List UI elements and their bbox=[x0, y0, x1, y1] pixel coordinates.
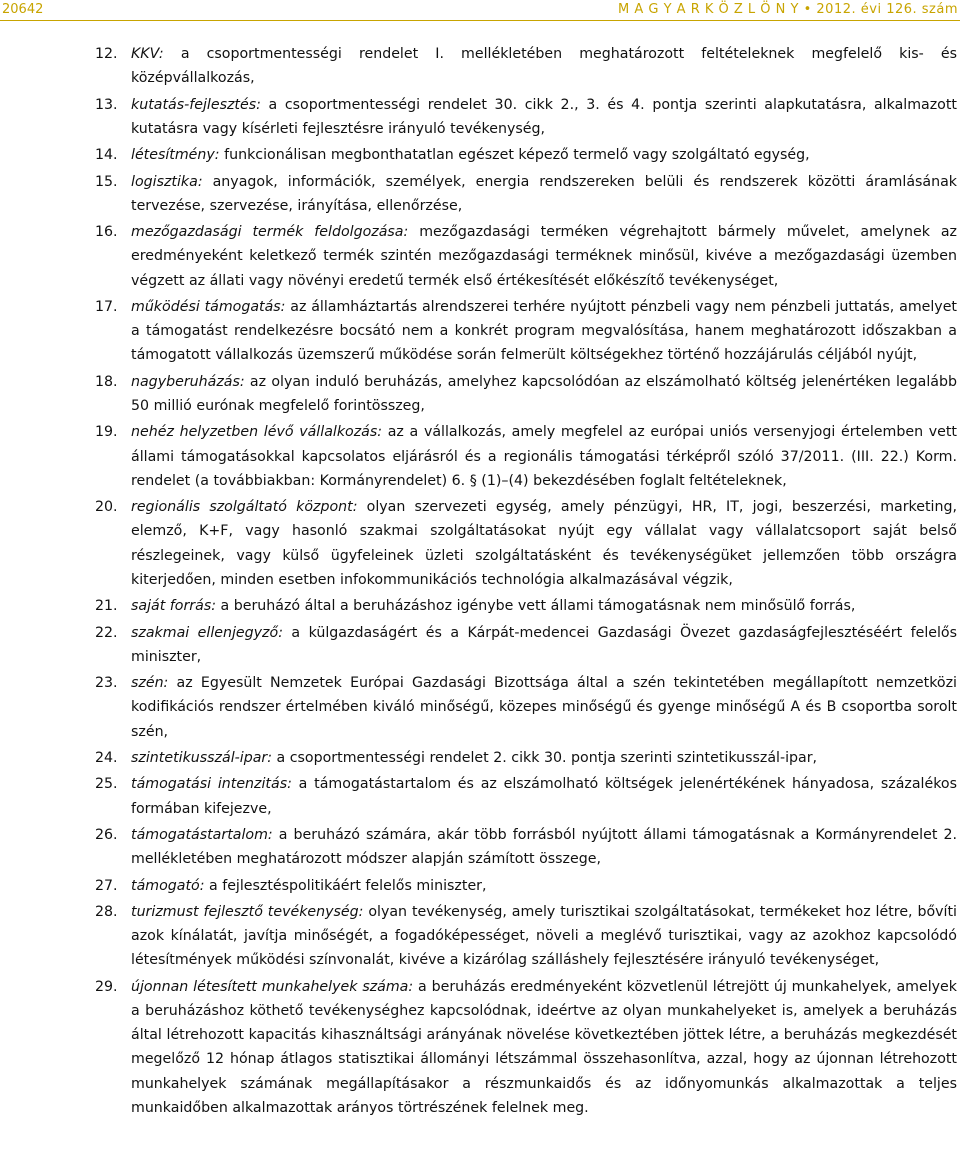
defined-term: kutatás-fejlesztés: bbox=[131, 96, 261, 113]
definition-text: az a vállalkozás, amely megfelel az európai uniós versenyjogi értelemben vett állami támogatásokkal kapcsolatos eljárásról és a regionális támogatási térképről szóló 37/2011. (III. 22.) Korm. rendelet (a továbbiakban: Kormányrendelet) 6. § (1)–(4) bekezdésében foglalt feltételeknek, bbox=[131, 424, 957, 489]
publication-title: M A G Y A R K Ö Z L Ö N Y • 2012. évi 126. szám bbox=[618, 2, 958, 17]
item-number: 12. bbox=[95, 46, 118, 62]
defined-term: támogatástartalom: bbox=[131, 826, 273, 843]
definition-item-23 bbox=[95, 671, 957, 744]
item-number: 14. bbox=[95, 147, 118, 164]
definition-item-29 bbox=[95, 975, 957, 1120]
definition-item-14 bbox=[95, 143, 957, 167]
definition-item-17 bbox=[95, 295, 957, 368]
definition-text: a támogatástartalom és az elszámolható költségek jelenértékének hányadosa, százalékos formában kifejezve, bbox=[131, 776, 958, 817]
defined-term: szakmai ellenjegyző: bbox=[131, 624, 283, 641]
defined-term: szén: bbox=[131, 675, 169, 692]
definition-text: a beruházó számára, akár több forrásból nyújtott állami támogatásnak a Kormányrendelet 2. mellékletében meghatározott módszer alapján számított összege, bbox=[131, 826, 957, 868]
definition-text: anyagok, információk, személyek, energia rendszereken belüli és rendszerek közötti áramlásának tervezése, szervezése, irányítása, ellenőrzése, bbox=[131, 173, 957, 214]
page-header bbox=[0, 0, 960, 22]
item-number: 23. bbox=[95, 675, 118, 692]
defined-term: regionális szolgáltató központ: bbox=[131, 499, 358, 516]
defined-term: működési támogatás: bbox=[131, 298, 286, 315]
item-number: 16. bbox=[95, 224, 118, 241]
defined-term: logisztika: bbox=[131, 173, 203, 190]
definition-text: a csoportmentességi rendelet 30. cikk 2., 3. és 4. pontja szerinti alapkutatásra, alkalmazott kutatásra vagy kísérleti fejlesztésre irányuló tevékenység, bbox=[131, 96, 957, 137]
definition-item-22 bbox=[95, 621, 957, 669]
definition-text: a beruházó által a beruházáshoz igénybe vett állami támogatásnak nem minősülő forrás, bbox=[216, 598, 856, 615]
definition-text: a beruházás eredményeként közvetlenül létrejött új munkahelyek, amelyek a beruházáshoz köthető tevékenységhez kapcsolódnak, ideértve az olyan munkahelyeket is, amelyek a beruházás által létrehozott kapacitás kihasználtsági arányának növelése következtében jöttek létre, a beruházás megkezdését megelőző 12 hónap átlagos statisztikai állományi létszámmal összehasonlítva, azzal, hogy az újonnan létrehozott munkahelyek számának megállapításakor a részmunkaidős és az időnyomunkás alkalmazottak a teljes munkaidőben alkalmazottak arányos törtrészének felelnek meg. bbox=[131, 978, 957, 1116]
item-number: 27. bbox=[95, 877, 118, 894]
defined-term: nagyberuházás: bbox=[131, 373, 245, 390]
defined-term: mezőgazdasági termék feldolgozása: bbox=[131, 224, 409, 241]
definition-item-13 bbox=[95, 93, 957, 141]
header-divider bbox=[0, 20, 960, 21]
item-number: 26. bbox=[95, 826, 118, 843]
definition-item-24 bbox=[95, 746, 957, 770]
item-number: 13. bbox=[95, 96, 118, 113]
defined-term: nehéz helyzetben lévő vállalkozás: bbox=[131, 424, 383, 441]
page-number: 20642 bbox=[2, 2, 44, 17]
item-number: 25. bbox=[95, 776, 118, 793]
definition-item-27 bbox=[95, 874, 957, 898]
definition-text: az államháztartás alrendszerei terhére nyújtott pénzbeli vagy nem pénzbeli juttatás, amelyet a támogatást rendelkezésre bocsátó nem a konkrét program megvalósítása, hanem meghatározott időszakban a támogatott vállalkozás üzemszerű működése során felmerült költségekhez történő hozzájárulás céljából nyújt, bbox=[131, 298, 957, 364]
item-number: 18. bbox=[95, 373, 118, 390]
defined-term: szintetikusszál-ipar: bbox=[131, 749, 273, 766]
item-number: 17. bbox=[95, 298, 118, 315]
defined-term: támogató: bbox=[131, 877, 205, 894]
definition-item-19 bbox=[95, 420, 957, 493]
definition-item-18 bbox=[95, 370, 957, 418]
definition-item-21 bbox=[95, 594, 957, 618]
definition-text: a külgazdaságért és a Kárpát-medencei Gazdasági Övezet gazdaságfejlesztéséért felelős miniszter, bbox=[131, 624, 957, 665]
definition-text: olyan szervezeti egység, amely pénzügyi, HR, IT, jogi, beszerzési, marketing, elemző, K+F, vagy hasonló szakmai szolgáltatásokat nyújt egy vállalat vagy vállalatcsoport saját belső részlegeinek, vagy külső ügyfeleinek üzleti szolgáltatásként és tevékenységüket jellemzően több országra kiterjedően, minden esetben infokommunikációs technológia alkalmazásával végzik, bbox=[131, 499, 957, 588]
item-number: 20. bbox=[95, 499, 118, 516]
definition-text: az Egyesült Nemzetek Európai Gazdasági Bizottsága által a szén tekintetében megállapított nemzetközi kodifikációs rendszer értelmében kiváló minőségű, közepes minőségű és gyenge minőségű A és B csoportba sorolt szén, bbox=[131, 675, 957, 740]
defined-term: támogatási intenzitás: bbox=[131, 776, 292, 793]
definition-item-26 bbox=[95, 823, 957, 871]
defined-term: létesítmény: bbox=[131, 147, 220, 164]
definition-text: a fejlesztéspolitikáért felelős miniszter, bbox=[204, 877, 487, 894]
definition-text: a csoportmentességi rendelet I. mellékletében meghatározott feltételeknek megfelelő kis- és középvállalkozás, bbox=[131, 46, 957, 87]
item-number: 28. bbox=[95, 903, 118, 920]
definition-text: mezőgazdasági terméken végrehajtott bármely művelet, amelynek az eredményeként keletkező termék szintén mezőgazdasági terméknek minősül, kivéve a mezőgazdasági üzemben végzett az állati vagy növényi eredetű termék első értékesítését előkészítő tevékenységet, bbox=[131, 224, 958, 289]
defined-term: újonnan létesített munkahelyek száma: bbox=[131, 978, 414, 995]
item-number: 15. bbox=[95, 173, 118, 190]
item-number: 29. bbox=[95, 978, 118, 995]
definitions-list bbox=[95, 42, 957, 1122]
definition-text: az olyan induló beruházás, amelyhez kapcsolódóan az elszámolható költség jelenértéken legalább 50 millió eurónak megfelelő forintösszeg, bbox=[131, 373, 957, 414]
item-number: 21. bbox=[95, 598, 118, 615]
item-number: 24. bbox=[95, 749, 118, 766]
definition-text: a csoportmentességi rendelet 2. cikk 30. pontja szerinti szintetikusszál-ipar, bbox=[272, 749, 818, 766]
item-number: 19. bbox=[95, 424, 118, 441]
definition-item-25 bbox=[95, 772, 957, 820]
definition-item-15 bbox=[95, 170, 957, 218]
definition-item-28 bbox=[95, 900, 957, 973]
defined-term: saját forrás: bbox=[131, 598, 217, 615]
definition-item-20 bbox=[95, 495, 957, 592]
item-number: 22. bbox=[95, 624, 118, 641]
definition-item-12 bbox=[95, 42, 957, 90]
definition-text: funkcionálisan megbonthatatlan egészet képező termelő vagy szolgáltató egység, bbox=[219, 147, 810, 164]
defined-term: turizmust fejlesztő tevékenység: bbox=[131, 903, 364, 920]
definition-text: olyan tevékenység, amely turisztikai szolgáltatásokat, termékeket hoz létre, bővíti azok kínálatát, javítja minőségét, a fogadóképességet, növeli a meglévő turisztikai, vagy az azokhoz kapcsolódó létesítmények működési színvonalát, kivéve a kizárólag szálláshely fejlesztésére irányuló tevékenységet, bbox=[131, 903, 957, 969]
defined-term: KKV: bbox=[131, 46, 164, 62]
definition-item-16 bbox=[95, 220, 957, 293]
